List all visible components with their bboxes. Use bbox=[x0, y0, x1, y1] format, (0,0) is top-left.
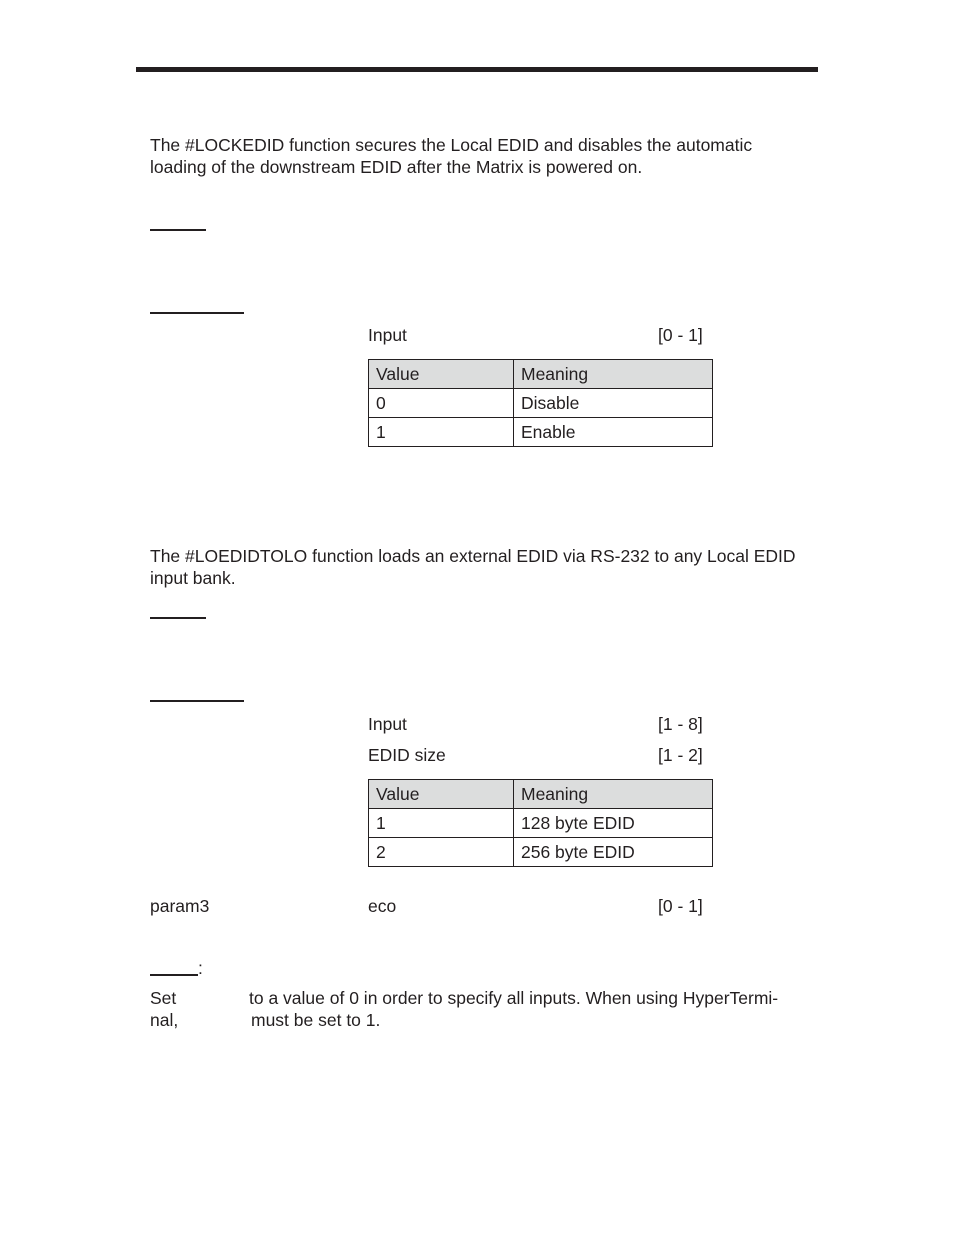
table-cell-value: 1 bbox=[369, 418, 514, 447]
table-row bbox=[369, 809, 713, 838]
header-rule bbox=[136, 67, 818, 72]
param-name-edid-size: EDID size bbox=[368, 745, 446, 765]
loedidtolo-description: The #LOEDIDTOLO function loads an external EDID via RS-232 to any Local EDID input bank. bbox=[150, 546, 796, 588]
table-cell-meaning: Disable bbox=[514, 389, 713, 418]
table-header-row bbox=[369, 360, 713, 389]
table-cell-meaning: 128 byte EDID bbox=[514, 809, 713, 838]
parameters-underline bbox=[150, 700, 244, 702]
notes-underline bbox=[150, 974, 198, 976]
header-value: Value bbox=[369, 360, 514, 389]
note-text-line2: must be set to 1. bbox=[251, 1010, 381, 1030]
table-cell-meaning: 256 byte EDID bbox=[514, 838, 713, 867]
param-range-edid-size: [1 - 2] bbox=[658, 745, 703, 765]
parameters-underline bbox=[150, 312, 244, 314]
header-value: Value bbox=[369, 780, 514, 809]
header-meaning: Meaning bbox=[514, 360, 713, 389]
table-row bbox=[369, 838, 713, 867]
param-name-input: Input bbox=[368, 714, 407, 734]
lockedid-value-table bbox=[368, 359, 713, 447]
param-range-input: [0 - 1] bbox=[658, 325, 703, 345]
param3-label: param3 bbox=[150, 896, 210, 916]
table-cell-value: 2 bbox=[369, 838, 514, 867]
note-text-nal: nal, bbox=[150, 1010, 179, 1030]
table-row bbox=[369, 418, 713, 447]
param-name-input: Input bbox=[368, 325, 407, 345]
edid-size-value-table bbox=[368, 779, 713, 867]
note-text-set: Set bbox=[150, 988, 177, 1008]
syntax-underline bbox=[150, 617, 206, 619]
param-range-eco: [0 - 1] bbox=[658, 896, 703, 916]
note-text-line1: to a value of 0 in order to specify all inputs. When using HyperTermi- bbox=[249, 988, 779, 1008]
syntax-underline bbox=[150, 229, 206, 231]
lockedid-description: The #LOCKEDID function secures the Local EDID and disables the automatic loading of the downstream EDID after the Matrix is powered on. bbox=[150, 135, 753, 177]
notes-colon: : bbox=[198, 958, 203, 978]
param-range-input: [1 - 8] bbox=[658, 714, 703, 734]
table-row bbox=[369, 389, 713, 418]
table-cell-value: 0 bbox=[369, 389, 514, 418]
header-meaning: Meaning bbox=[514, 780, 713, 809]
table-cell-value: 1 bbox=[369, 809, 514, 838]
table-header-row bbox=[369, 780, 713, 809]
table-cell-meaning: Enable bbox=[514, 418, 713, 447]
param-name-eco: eco bbox=[368, 896, 397, 916]
